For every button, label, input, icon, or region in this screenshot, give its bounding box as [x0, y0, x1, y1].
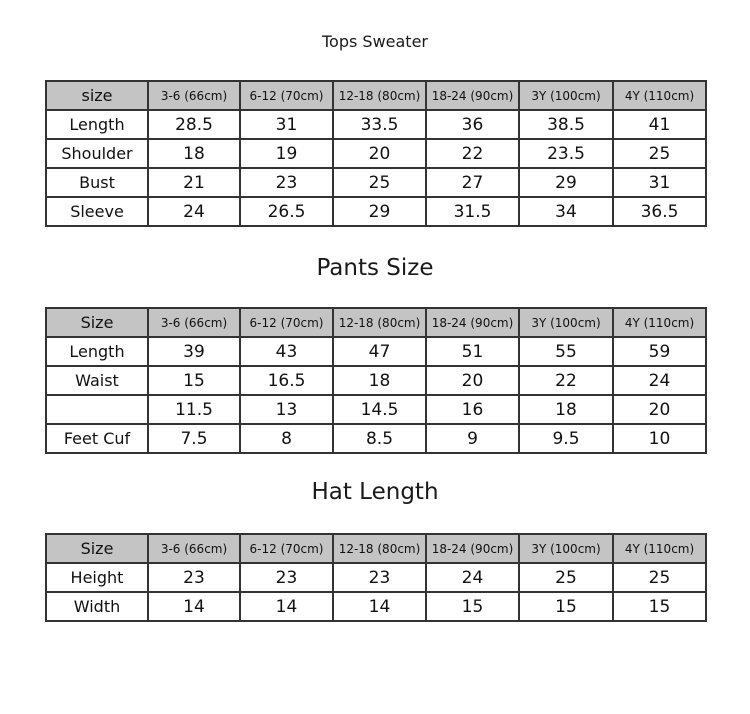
value-cell: 28.5 [148, 110, 240, 139]
value-cell: 15 [426, 592, 519, 621]
row-label-cell: Height [46, 563, 148, 592]
value-cell: 25 [613, 139, 706, 168]
value-cell: 23 [333, 563, 426, 592]
hat-length-title: Hat Length [311, 479, 439, 505]
table-row [46, 366, 706, 395]
value-cell: 51 [426, 337, 519, 366]
value-cell: 20 [613, 395, 706, 424]
value-cell: 55 [519, 337, 613, 366]
column-header-cell: 6-12 (70cm) [240, 534, 333, 563]
value-cell: 43 [240, 337, 333, 366]
value-cell: 14 [240, 592, 333, 621]
value-cell: 26.5 [240, 197, 333, 226]
value-cell: 31 [613, 168, 706, 197]
row-label-cell: Bust [46, 168, 148, 197]
row-label-cell: Length [46, 110, 148, 139]
table-row [46, 337, 706, 366]
table-row [46, 592, 706, 621]
column-header-cell: 3Y (100cm) [519, 308, 613, 337]
header-row [46, 534, 706, 563]
value-cell: 23.5 [519, 139, 613, 168]
value-cell: 23 [240, 168, 333, 197]
value-cell: 24 [426, 563, 519, 592]
value-cell: 13 [240, 395, 333, 424]
row-label-cell: Waist [46, 366, 148, 395]
value-cell: 18 [333, 366, 426, 395]
table-row [46, 139, 706, 168]
table-row [46, 395, 706, 424]
value-cell: 14 [148, 592, 240, 621]
value-cell: 31.5 [426, 197, 519, 226]
value-cell: 7.5 [148, 424, 240, 453]
column-header-cell: 12-18 (80cm) [333, 534, 426, 563]
value-cell: 15 [613, 592, 706, 621]
column-header-cell: 12-18 (80cm) [333, 81, 426, 110]
column-header-cell: 3Y (100cm) [519, 534, 613, 563]
column-header-cell: 4Y (110cm) [613, 81, 706, 110]
value-cell: 9.5 [519, 424, 613, 453]
column-header-cell: 3-6 (66cm) [148, 81, 240, 110]
value-cell: 14.5 [333, 395, 426, 424]
table-row [46, 197, 706, 226]
value-cell: 22 [519, 366, 613, 395]
row-label-cell: Shoulder [46, 139, 148, 168]
value-cell: 31 [240, 110, 333, 139]
value-cell: 19 [240, 139, 333, 168]
table-row [46, 110, 706, 139]
value-cell: 59 [613, 337, 706, 366]
row-label-cell: Length [46, 337, 148, 366]
value-cell: 25 [333, 168, 426, 197]
value-cell: 27 [426, 168, 519, 197]
value-cell: 47 [333, 337, 426, 366]
column-header-cell: 3-6 (66cm) [148, 308, 240, 337]
header-row [46, 308, 706, 337]
value-cell: 29 [333, 197, 426, 226]
row-label-cell: Feet Cuf [46, 424, 148, 453]
value-cell: 9 [426, 424, 519, 453]
value-cell: 36.5 [613, 197, 706, 226]
header-row [46, 81, 706, 110]
corner-header-cell: size [46, 81, 148, 110]
value-cell: 25 [519, 563, 613, 592]
row-label-cell: Width [46, 592, 148, 621]
value-cell: 22 [426, 139, 519, 168]
corner-header-cell: Size [46, 534, 148, 563]
hat-length-table [45, 533, 707, 622]
column-header-cell: 12-18 (80cm) [333, 308, 426, 337]
value-cell: 20 [426, 366, 519, 395]
value-cell: 23 [240, 563, 333, 592]
value-cell: 16.5 [240, 366, 333, 395]
column-header-cell: 6-12 (70cm) [240, 308, 333, 337]
column-header-cell: 18-24 (90cm) [426, 534, 519, 563]
value-cell: 18 [519, 395, 613, 424]
row-label-cell: Sleeve [46, 197, 148, 226]
column-header-cell: 4Y (110cm) [613, 534, 706, 563]
row-label-cell [46, 395, 148, 424]
value-cell: 15 [519, 592, 613, 621]
value-cell: 24 [613, 366, 706, 395]
value-cell: 8.5 [333, 424, 426, 453]
value-cell: 11.5 [148, 395, 240, 424]
value-cell: 39 [148, 337, 240, 366]
value-cell: 25 [613, 563, 706, 592]
tops-sweater-title: Tops Sweater [321, 32, 428, 51]
value-cell: 23 [148, 563, 240, 592]
table-row [46, 563, 706, 592]
value-cell: 18 [148, 139, 240, 168]
value-cell: 16 [426, 395, 519, 424]
value-cell: 38.5 [519, 110, 613, 139]
value-cell: 34 [519, 197, 613, 226]
value-cell: 14 [333, 592, 426, 621]
value-cell: 24 [148, 197, 240, 226]
value-cell: 36 [426, 110, 519, 139]
value-cell: 33.5 [333, 110, 426, 139]
corner-header-cell: Size [46, 308, 148, 337]
value-cell: 20 [333, 139, 426, 168]
pants-size-table [45, 307, 707, 454]
column-header-cell: 4Y (110cm) [613, 308, 706, 337]
column-header-cell: 6-12 (70cm) [240, 81, 333, 110]
column-header-cell: 18-24 (90cm) [426, 81, 519, 110]
value-cell: 10 [613, 424, 706, 453]
value-cell: 41 [613, 110, 706, 139]
value-cell: 29 [519, 168, 613, 197]
pants-size-title: Pants Size [316, 255, 434, 281]
value-cell: 15 [148, 366, 240, 395]
column-header-cell: 18-24 (90cm) [426, 308, 519, 337]
table-row [46, 168, 706, 197]
column-header-cell: 3-6 (66cm) [148, 534, 240, 563]
value-cell: 21 [148, 168, 240, 197]
tops-sweater-table [45, 80, 707, 227]
table-row [46, 424, 706, 453]
column-header-cell: 3Y (100cm) [519, 81, 613, 110]
value-cell: 8 [240, 424, 333, 453]
